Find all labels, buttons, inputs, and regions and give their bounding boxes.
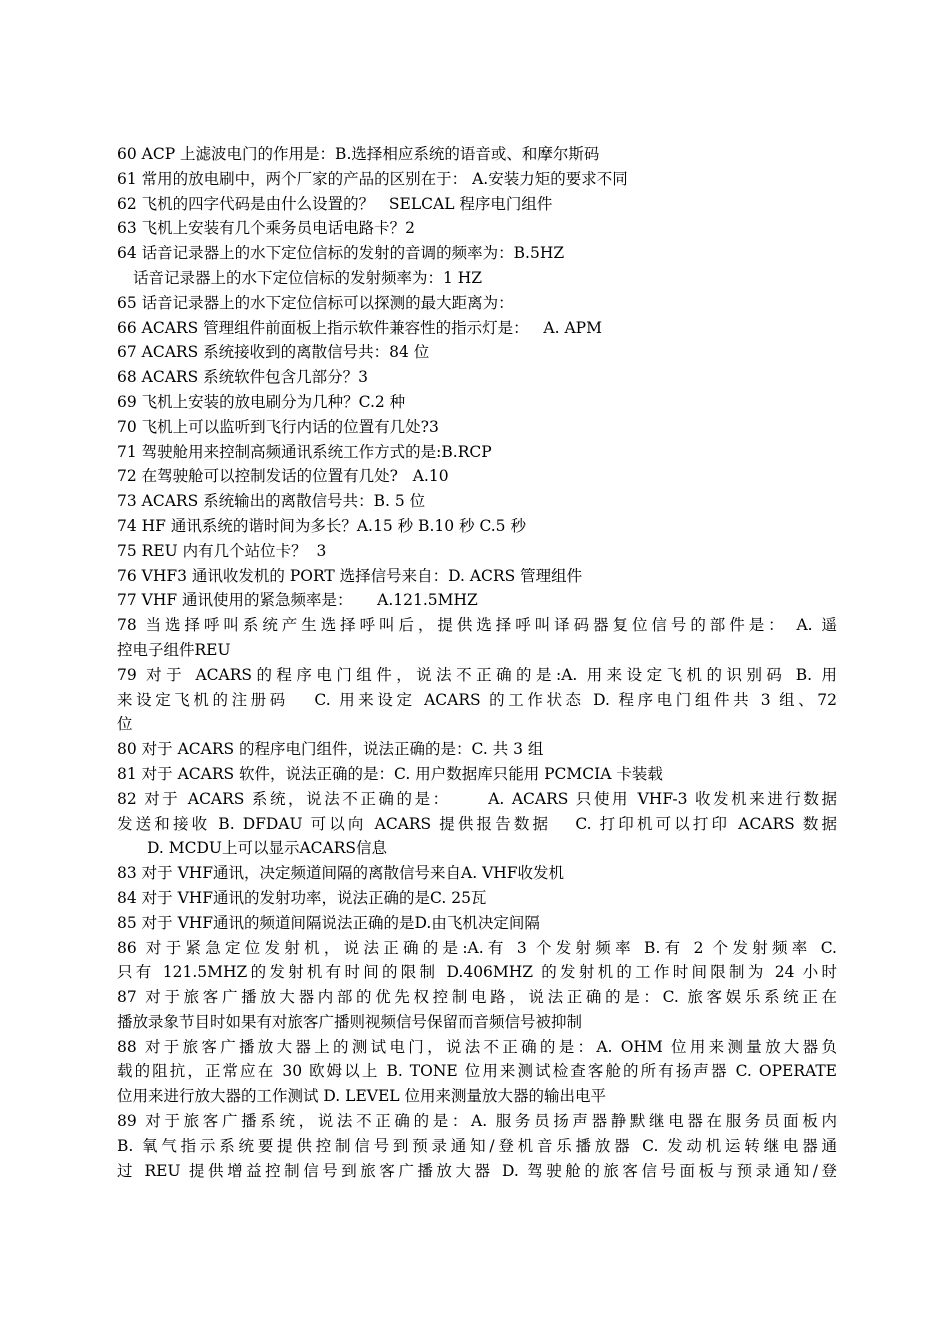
question-69: 69 飞机上安装的放电刷分为几种？C.2 种 bbox=[117, 392, 406, 411]
question-79: 79 对于 ACARS的程序电门组件，说法不正确的是:A. 用来设定飞机的识别码 B. 用 bbox=[117, 665, 837, 684]
question-78-cont: 控电子组件REU bbox=[117, 640, 231, 659]
question-86-cont: 只有 121.5MHZ的发射机有时间的限制 D.406MHZ 的发射机的工作时间限制为 24 小时 bbox=[117, 963, 837, 982]
question-85: 85 对于 VHF通讯的频道间隔说法正确的是D.由飞机决定间隔 bbox=[117, 913, 540, 932]
question-89-cont: B. 氧气指示系统要提供控制信号到预录通知/登机音乐播放器 C. 发动机运转继电器通 bbox=[117, 1136, 837, 1155]
question-89: 89 对于旅客广播系统，说法不正确的是：A. 服务员扬声器静默继电器在服务员面板内 bbox=[117, 1112, 837, 1131]
question-70: 70 飞机上可以监听到飞行内话的位置有几处?3 bbox=[117, 417, 439, 436]
question-65: 65 话音记录器上的水下定位信标可以探测的最大距离为： bbox=[117, 293, 514, 312]
question-82-cont2: D. MCDU上可以显示ACARS信息 bbox=[147, 839, 387, 858]
question-82: 82 对于 ACARS 系统，说法不正确的是： A. ACARS 只使用 VHF-3 收发机来进行数据 bbox=[117, 789, 837, 808]
question-88-cont: 载的阻抗，正常应在 30 欧姆以上 B. TONE 位用来测试检查客舱的所有扬声器 C. OPERATE bbox=[117, 1062, 837, 1081]
question-87: 87 对于旅客广播放大器内部的优先权控制电路，说法正确的是：C. 旅客娱乐系统正在 bbox=[117, 988, 837, 1007]
question-83: 83 对于 VHF通讯，决定频道间隔的离散信号来自A. VHF收发机 bbox=[117, 864, 565, 883]
question-78: 78 当选择呼叫系统产生选择呼叫后，提供选择呼叫译码器复位信号的部件是： A. 遥 bbox=[117, 616, 837, 635]
question-64-note: 话音记录器上的水下定位信标的发射频率为：1 HZ bbox=[133, 268, 483, 287]
question-89-cont2: 过 REU 提供增益控制信号到旅客广播放大器 D. 驾驶舱的旅客信号面板与预录通知/登 bbox=[117, 1161, 837, 1180]
question-77: 77 VHF 通讯使用的紧急频率是： A.121.5MHZ bbox=[117, 591, 478, 610]
question-62: 62 飞机的四字代码是由什么设置的？ SELCAL 程序电门组件 bbox=[117, 194, 553, 213]
question-88: 88 对于旅客广播放大器上的测试电门，说法不正确的是：A. OHM 位用来测量放大器负 bbox=[117, 1037, 837, 1056]
question-82-cont: 发送和接收 B. DFDAU 可以向 ACARS 提供报告数据 C. 打印机可以打印 ACARS 数据 bbox=[117, 814, 837, 833]
question-80: 80 对于 ACARS 的程序电门组件，说法正确的是：C. 共 3 组 bbox=[117, 740, 544, 759]
question-79-cont: 来设定飞机的注册码 C. 用来设定 ACARS 的工作状态 D. 程序电门组件共 3 组、72 bbox=[117, 690, 837, 709]
question-71: 71 驾驶舱用来控制高频通讯系统工作方式的是:B.RCP bbox=[117, 442, 492, 461]
document-page bbox=[117, 142, 837, 1183]
question-60: 60 ACP 上滤波电门的作用是：B.选择相应系统的语音或、和摩尔斯码 bbox=[117, 145, 600, 163]
question-66: 66 ACARS 管理组件前面板上指示软件兼容性的指示灯是： A. APM bbox=[117, 318, 602, 337]
question-73: 73 ACARS 系统输出的离散信号共：B. 5 位 bbox=[117, 492, 426, 511]
question-63: 63 飞机上安装有几个乘务员电话电路卡？2 bbox=[117, 219, 416, 238]
question-61: 61 常用的放电刷中，两个厂家的产品的区别在于： A.安装力矩的要求不同 bbox=[117, 169, 628, 188]
question-75: 75 REU 内有几个站位卡？ 3 bbox=[117, 541, 327, 560]
question-68: 68 ACARS 系统软件包含几部分？3 bbox=[117, 368, 368, 387]
question-84: 84 对于 VHF通讯的发射功率，说法正确的是C. 25瓦 bbox=[117, 888, 487, 907]
question-64: 64 话音记录器上的水下定位信标的发射的音调的频率为：B.5HZ bbox=[117, 244, 565, 263]
question-74: 74 HF 通讯系统的谐时间为多长？A.15 秒 B.10 秒 C.5 秒 bbox=[117, 516, 526, 535]
question-81: 81 对于 ACARS 软件，说法正确的是：C. 用户数据库只能用 PCMCIA 卡装载 bbox=[117, 764, 663, 783]
question-87-cont: 播放录象节目时如果有对旅客广播则视频信号保留而音频信号被抑制 bbox=[117, 1012, 583, 1031]
question-76: 76 VHF3 通讯收发机的 PORT 选择信号来自：D. ACRS 管理组件 bbox=[117, 566, 583, 585]
question-67: 67 ACARS 系统接收到的离散信号共：84 位 bbox=[117, 343, 430, 362]
question-86: 86 对于紧急定位发射机，说法正确的是:A.有 3 个发射频率 B.有 2 个发射频率 C. bbox=[117, 938, 837, 957]
question-72: 72 在驾驶舱可以控制发话的位置有几处? A.10 bbox=[117, 467, 449, 486]
question-88-cont2: 位用来进行放大器的工作测试 D. LEVEL 位用来测量放大器的输出电平 bbox=[117, 1087, 606, 1106]
question-79-cont2: 位 bbox=[117, 715, 133, 734]
